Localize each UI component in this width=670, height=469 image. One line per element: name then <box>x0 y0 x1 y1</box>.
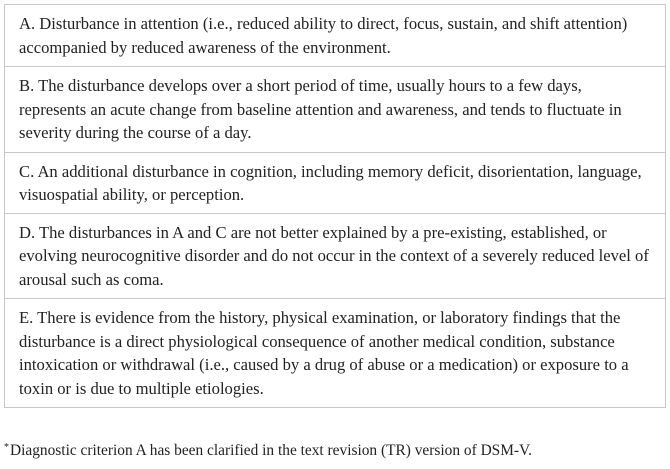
criterion-e-text: E. There is evidence from the history, physical examination, or laboratory findings that the disturbance is a direct physiological consequence of another medical condition, substance intoxication or withdrawal (i.e., caused by a drug of abuse or a medication) or exposure to a toxin or is due to multiple etiologies. <box>19 308 629 398</box>
criterion-b-row <box>5 66 665 152</box>
criterion-d-text: D. The disturbances in A and C are not better explained by a pre-existing, established, or evolving neurocognitive disorder and do not occur in the context of a severely reduced level of arousal such as coma. <box>19 222 649 289</box>
footnote-marker: * <box>4 442 9 453</box>
criterion-a-text: A. Disturbance in attention (i.e., reduced ability to direct, focus, sustain, and shift attention) accompanied by reduced awareness of the environment. <box>19 14 628 57</box>
criterion-b-text: B. The disturbance develops over a short period of time, usually hours to a few days, represents an acute change from baseline attention and awareness, and tends to fluctuate in severity during the course of a day. <box>19 76 622 143</box>
criterion-e-row <box>5 298 665 407</box>
footnote-text: Diagnostic criterion A has been clarified in the text revision (TR) version of DSM-V. <box>10 442 533 459</box>
criterion-a-row <box>5 5 665 66</box>
criterion-c-row <box>5 152 665 213</box>
criterion-d-row <box>5 213 665 298</box>
criterion-c-text: C. An additional disturbance in cognition, including memory deficit, disorientation, language, visuospatial ability, or perception. <box>19 161 642 204</box>
table-footnote <box>4 437 666 462</box>
criteria-table <box>4 4 666 408</box>
